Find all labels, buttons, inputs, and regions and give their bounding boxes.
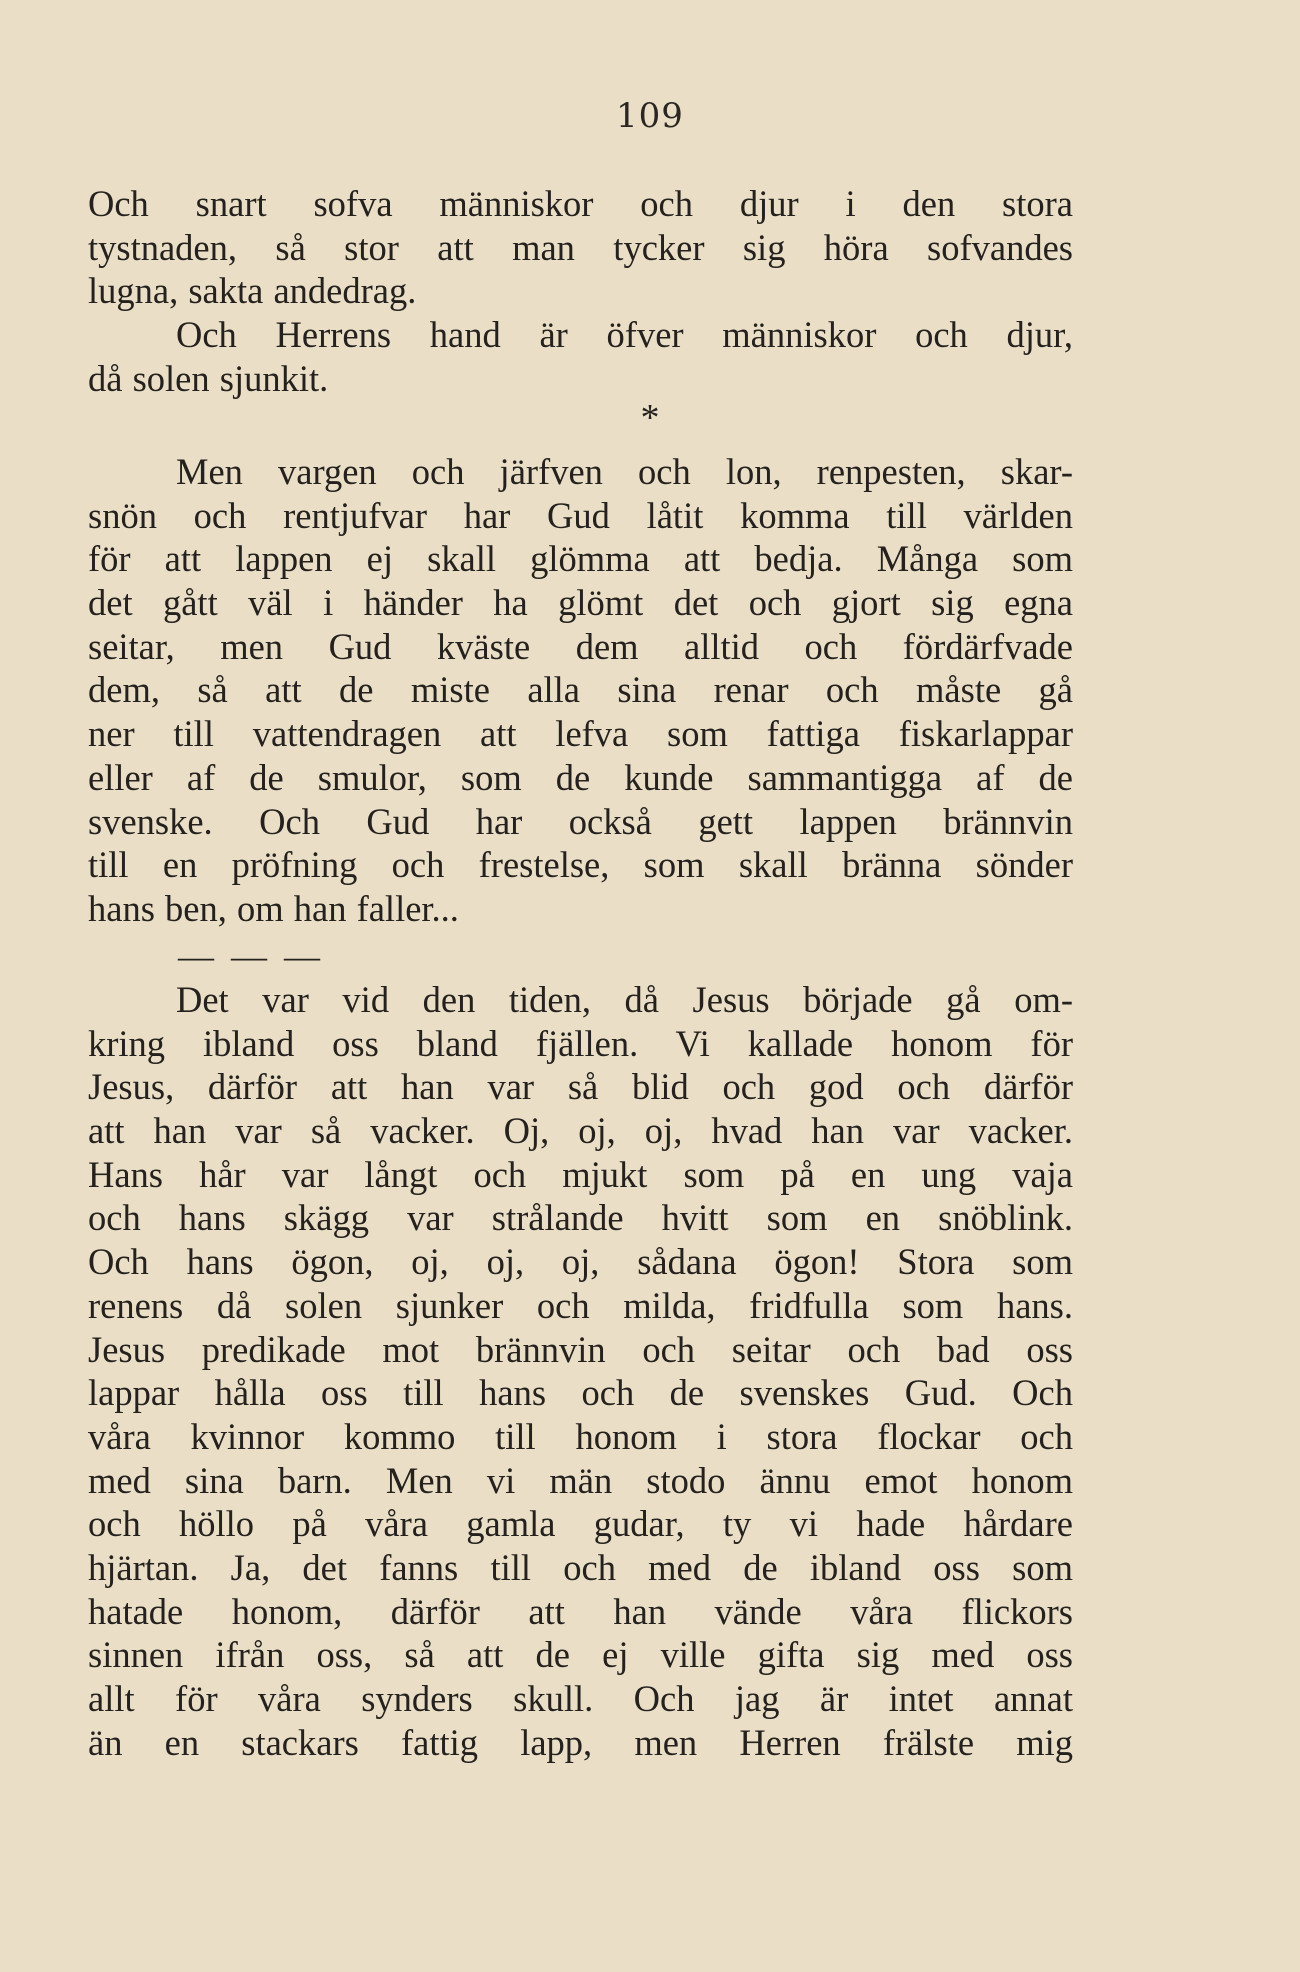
text-line: och höllo på våra gamla gudar, ty vi hade hårdare (88, 1503, 1073, 1545)
text-line: hans ben, om han faller... (88, 887, 459, 929)
paragraph-4 (88, 978, 1073, 1764)
text-line: Hans hår var långt och mjukt som på en ung vaja (88, 1153, 1073, 1195)
text-line: Jesus, därför att han var så blid och god och därför (88, 1066, 1073, 1108)
text-line: det gått väl i händer ha glömt det och gjort sig egna (88, 582, 1073, 624)
text-line: hatade honom, därför att han vände våra flickors (88, 1590, 1073, 1632)
text-line: och hans skägg var strålande hvitt som en snöblink. (88, 1197, 1073, 1239)
text-line: dem, så att de miste alla sina renar och måste gå (88, 669, 1073, 711)
text-line: Jesus predikade mot brännvin och seitar och bad oss (88, 1328, 1073, 1370)
text-line: Men vargen och järfven och lon, renpesten, skar- (176, 451, 1073, 492)
text-line: Och snart sofva människor och djur i den stora (88, 183, 1073, 224)
text-line: lugna, sakta andedrag. (88, 270, 417, 312)
text-line: renens då solen sjunker och milda, fridfulla som hans. (88, 1284, 1073, 1326)
text-line: än en stackars fattig lapp, men Herren frälste mig (88, 1721, 1073, 1763)
text-line: tystnaden, så stor att man tycker sig höra sofvandes (88, 226, 1073, 268)
text-line: sinnen ifrån oss, så att de ej ville gifta sig med oss (88, 1634, 1073, 1676)
paragraph-2 (88, 313, 1073, 400)
text-line: att han var så vacker. Oj, oj, oj, hvad han var vacker. (88, 1110, 1073, 1152)
section-separator-dashes: — — — (178, 936, 324, 976)
text-line: allt för våra synders skull. Och jag är intet annat (88, 1678, 1073, 1719)
text-line: seitar, men Gud kväste dem alltid och fördärfvade (88, 625, 1073, 667)
text-line: svenske. Och Gud har också gett lappen brännvin (88, 800, 1073, 842)
text-line: kring ibland oss bland fjällen. Vi kallade honom för (88, 1022, 1073, 1064)
text-line: med sina barn. Men vi män stodo ännu emot honom (88, 1459, 1073, 1501)
text-line: Och Herrens hand är öfver människor och djur, (176, 314, 1073, 355)
text-line: hjärtan. Ja, det fanns till och med de ibland oss som (88, 1546, 1073, 1588)
text-line: Det var vid den tiden, då Jesus började gå om- (176, 979, 1073, 1020)
text-line: lappar hålla oss till hans och de svenskes Gud. Och (88, 1372, 1073, 1414)
text-line: då solen sjunkit. (88, 357, 329, 399)
section-separator-asterisk: * (640, 397, 660, 439)
text-line: eller af de smulor, som de kunde sammantigga af de (88, 756, 1073, 798)
page-number: 109 (616, 96, 684, 136)
text-line: snön och rentjufvar har Gud låtit komma till världen (88, 494, 1073, 536)
paragraph-3 (88, 450, 1073, 931)
text-line: våra kvinnor kommo till honom i stora flockar och (88, 1415, 1073, 1457)
paragraph-1 (88, 182, 1073, 313)
text-line: ner till vattendragen att lefva som fattiga fiskarlappar (88, 713, 1073, 755)
text-line: Och hans ögon, oj, oj, oj, sådana ögon! Stora som (88, 1241, 1073, 1283)
text-line: för att lappen ej skall glömma att bedja. Många som (88, 538, 1073, 580)
text-line: till en pröfning och frestelse, som skall bränna sönder (88, 844, 1073, 886)
